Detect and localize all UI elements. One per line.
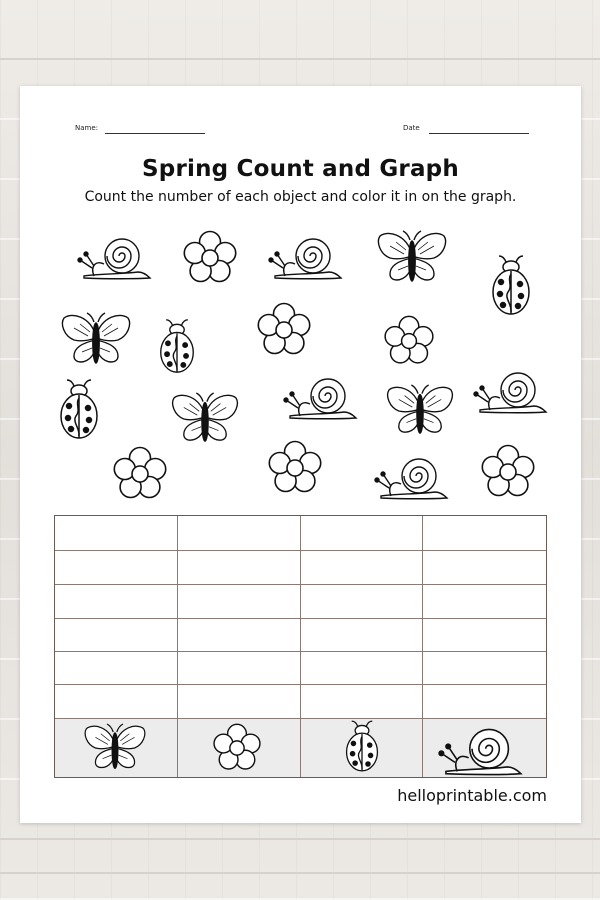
butterfly-icon <box>60 312 132 368</box>
bar-graph-grid[interactable] <box>54 515 547 778</box>
snail-icon <box>282 376 358 420</box>
flower-icon <box>256 302 312 358</box>
snail-icon <box>76 236 152 280</box>
flower-icon <box>480 444 536 500</box>
snail-icon <box>435 726 525 776</box>
grid-line <box>177 516 178 777</box>
snail-icon <box>267 236 343 280</box>
ladybug-icon <box>490 254 532 316</box>
flower-icon <box>112 446 168 502</box>
flower-icon <box>182 230 238 286</box>
butterfly-icon <box>170 392 240 446</box>
instruction-text: Count the number of each object and color it in on the graph. <box>84 189 517 205</box>
ladybug-icon <box>344 719 380 773</box>
date-label: Date <box>403 124 420 132</box>
worksheet-page <box>20 86 581 823</box>
flower-icon <box>383 315 435 367</box>
snail-icon <box>472 370 548 414</box>
ladybug-icon <box>58 378 100 440</box>
footer-url[interactable]: helloprintable.com <box>397 786 547 805</box>
name-line <box>105 133 205 134</box>
date-line <box>429 133 529 134</box>
butterfly-icon <box>83 723 147 773</box>
grid-line <box>300 516 301 777</box>
flower-icon <box>267 440 323 496</box>
ladybug-icon <box>158 318 196 374</box>
page-title: Spring Count and Graph <box>142 156 459 182</box>
name-label: Name: <box>75 124 99 132</box>
snail-icon <box>373 456 449 500</box>
grid-line <box>422 516 423 777</box>
flower-icon <box>212 723 262 773</box>
butterfly-icon <box>385 384 455 438</box>
butterfly-icon <box>376 230 448 286</box>
